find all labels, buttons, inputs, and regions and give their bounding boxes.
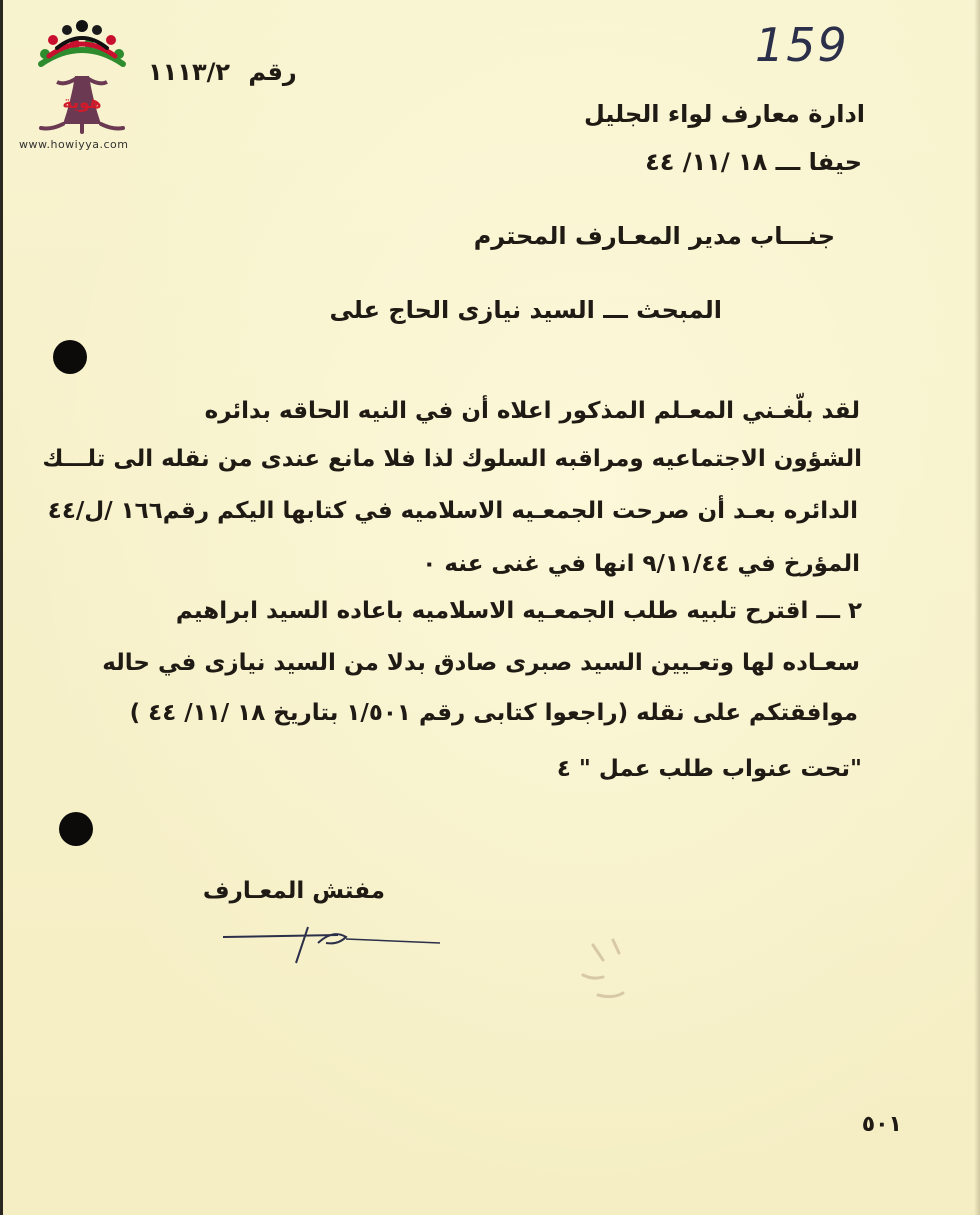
addressee: جنـــاب مدير المعـارف المحترم bbox=[473, 222, 835, 250]
organization-name: ادارة معارف لواء الجليل bbox=[583, 100, 865, 128]
body-line-4: المؤرخ في ٩/١١/٤٤ انها في غنى عنه ٠ bbox=[422, 551, 860, 577]
body-line-2: الشؤون الاجتماعيه ومراقبه السلوك لذا فلا مانع عندى من نقله الى تلـــك bbox=[42, 446, 862, 472]
handwritten-signature-icon bbox=[218, 915, 448, 975]
body-line-1: لقد بلّغـني المعـلم المذكور اعلاه أن في النيه الحاقه بدائره bbox=[204, 398, 860, 424]
footer-code: ٥٠١ bbox=[861, 1112, 902, 1137]
body-line-5: ٢ ـــ اقترح تلبيه طلب الجمعـيه الاسلاميه باعاده السيد ابراهيم bbox=[175, 598, 862, 624]
body-line-3: الدائره بعـد أن صرحت الجمعـيه الاسلاميه في كتابها اليكم رقم١٦٦ /ل/٤٤ bbox=[47, 498, 858, 524]
punch-hole-icon bbox=[59, 812, 93, 846]
logo-text: هوية bbox=[62, 93, 102, 113]
body-line-6: سعـاده لها وتعـيين السيد صبرى صادق بدلا من السيد نيازى في حاله bbox=[102, 650, 860, 676]
paper-stain bbox=[573, 935, 663, 1005]
punch-hole-icon bbox=[53, 340, 87, 374]
place-and-date: حيفا ـــ ١٨ /١١/ ٤٤ bbox=[645, 148, 862, 176]
paper-edge-shadow bbox=[974, 0, 980, 1215]
signature-title: مفتش المعـارف bbox=[202, 878, 385, 904]
body-line-8: "تحت عنواب طلب عمل " ٤ bbox=[556, 756, 862, 782]
reference-number-label: رقم bbox=[248, 58, 297, 86]
subject-line: المبحث ـــ السيد نيازى الحاج على bbox=[329, 296, 722, 324]
watermark-url[interactable]: www.howiyya.com bbox=[19, 138, 129, 151]
page-number: 159 bbox=[755, 18, 849, 72]
body-line-7: موافقتكم على نقله (راجعوا كتابى رقم ١/٥٠١ بتاريخ ١٨ /١١/ ٤٤ ) bbox=[129, 700, 858, 726]
reference-number-value: ١١١٣/٢ bbox=[148, 58, 231, 86]
family-tree-logo-icon bbox=[27, 16, 137, 146]
reference-number bbox=[148, 58, 297, 86]
